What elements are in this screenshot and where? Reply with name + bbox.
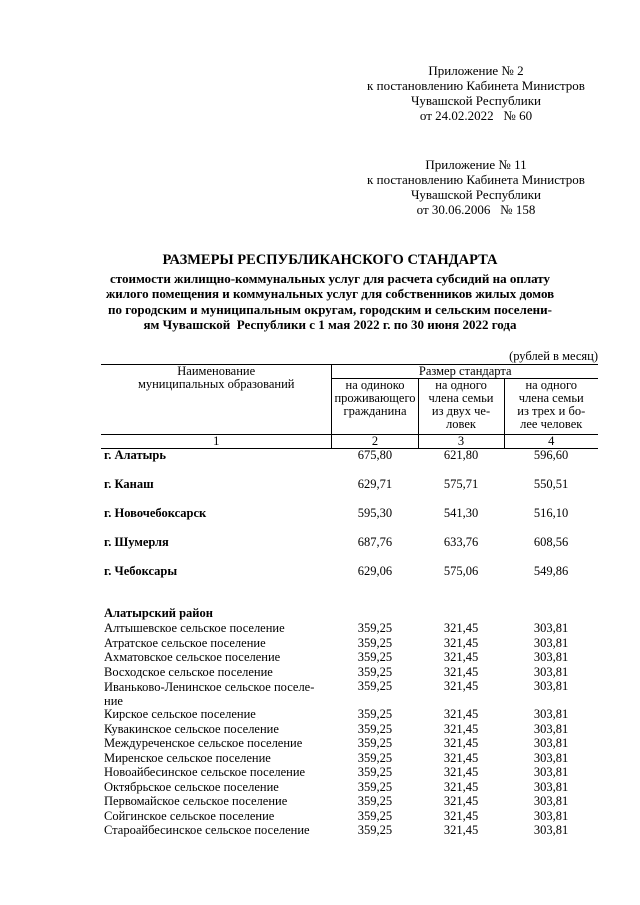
table-row: [101, 651, 598, 666]
district-name: Алатырский район: [104, 606, 213, 620]
header-text: из двух че-: [431, 404, 491, 418]
subtitle-line: по городским и муниципальным округам, городским и сельским поселени-: [108, 301, 552, 317]
settlement-name: Кувакинское сельское поселение: [104, 721, 279, 736]
appendix-date-number: от 24.02.2022 № 60: [419, 108, 533, 123]
table-row: [101, 637, 598, 652]
header-text: Наименование: [177, 364, 256, 378]
settlement-name: Миренское сельское поселение: [104, 750, 271, 765]
column-number: 3: [418, 435, 504, 449]
settlement-name: Кирское сельское поселение: [104, 707, 256, 721]
value-cell: 550,51: [533, 477, 569, 491]
value-cell: 321,45: [443, 721, 479, 736]
value-cell: 303,81: [533, 650, 569, 664]
document-subtitle: [100, 271, 560, 332]
table-row: [101, 766, 598, 781]
value-cell: 629,06: [357, 564, 393, 578]
value-cell: 303,81: [533, 664, 569, 679]
settlement-name: Первомайское сельское поселение: [104, 794, 288, 808]
value-cell: 359,25: [357, 721, 393, 736]
settlement-name: Восходское сельское поселение: [104, 664, 273, 679]
city-name: г. Алатырь: [104, 448, 166, 462]
value-cell: 359,25: [357, 736, 393, 750]
table-row: [101, 737, 598, 752]
value-cell: 359,25: [357, 823, 393, 837]
column-number: 4: [504, 435, 598, 449]
value-cell: 359,25: [357, 664, 393, 679]
value-cell: 303,81: [533, 823, 569, 837]
city-name: г. Шумерля: [104, 535, 169, 549]
appendix-2-block: [352, 63, 600, 123]
value-cell: 321,45: [443, 794, 479, 808]
table-row: [101, 622, 598, 637]
table-row: [101, 708, 598, 723]
value-cell: 303,81: [533, 621, 569, 635]
value-cell: 303,81: [533, 679, 569, 693]
value-cell: 541,30: [443, 506, 479, 520]
value-cell: 549,86: [533, 564, 569, 578]
settlement-name: Староайбесинское сельское поселение: [104, 823, 310, 837]
value-cell: 321,45: [443, 808, 479, 823]
table-row: [101, 752, 598, 767]
value-cell: 321,45: [443, 635, 479, 650]
city-name: г. Новочебоксарск: [104, 506, 207, 520]
value-cell: 596,60: [533, 448, 569, 462]
table-row: [101, 478, 598, 507]
value-cell: 303,81: [533, 779, 569, 794]
value-cell: 359,25: [357, 621, 393, 635]
settlement-name: Ахматовское сельское поселение: [104, 650, 281, 664]
value-cell: 675,80: [357, 448, 393, 462]
header-text: гражданина: [343, 404, 407, 418]
unit-note: (рублей в месяц): [509, 349, 598, 363]
value-cell: 321,45: [443, 765, 479, 779]
value-cell: 575,71: [443, 477, 479, 491]
subtitle-line: стоимости жилищно-коммунальных услуг для расчета субсидий на оплату: [110, 271, 550, 286]
value-cell: 359,25: [357, 707, 393, 721]
document-title: РАЗМЕРЫ РЕСПУБЛИКАНСКОГО СТАНДАРТА: [162, 252, 498, 268]
table-row: [101, 810, 598, 825]
header-text: муниципальных образований: [137, 377, 295, 391]
table-row: [101, 824, 598, 839]
value-cell: 516,10: [533, 506, 569, 520]
value-cell: 575,06: [443, 564, 479, 578]
appendix-date-number: от 30.06.2006 № 158: [416, 202, 536, 217]
value-cell: 687,76: [357, 535, 393, 549]
header-text: ловек: [446, 417, 476, 431]
settlement-name: Новоайбесинское сельское поселение: [104, 765, 306, 779]
value-cell: 321,45: [443, 707, 479, 721]
subtitle-line: жилого помещения и коммунальных услуг для собственников жилых домов: [105, 286, 555, 302]
appendix-reference: к постановлению Кабинета Министров: [367, 78, 585, 93]
value-cell: 303,81: [533, 765, 569, 779]
city-name: г. Чебоксары: [104, 564, 178, 578]
value-cell: 633,76: [443, 535, 479, 549]
value-cell: 321,45: [443, 650, 479, 664]
table-row: [101, 781, 598, 796]
value-cell: 303,81: [533, 794, 569, 808]
table-row: [101, 507, 598, 536]
header-text: члена семьи: [428, 391, 494, 405]
table-row: [101, 449, 598, 479]
header-text: из трех и бо-: [517, 404, 586, 418]
header-standard: Размер стандарта: [332, 365, 598, 379]
table-row: [101, 565, 598, 594]
appendix-11-block: [352, 157, 600, 217]
value-cell: 321,45: [443, 823, 479, 837]
value-cell: 321,45: [443, 664, 479, 679]
value-cell: 595,30: [357, 506, 393, 520]
value-cell: 321,45: [443, 779, 479, 794]
settlement-name: Сойгинское сельское поселение: [104, 808, 275, 823]
value-cell: 303,81: [533, 750, 569, 765]
standards-table: [101, 364, 598, 839]
settlement-name-line: ние: [104, 694, 123, 708]
value-cell: 359,25: [357, 794, 393, 808]
appendix-reference: к постановлению Кабинета Министров: [367, 172, 585, 187]
value-cell: 621,80: [443, 448, 479, 462]
subtitle-line: ям Чувашской Республики с 1 мая 2022 г. по 30 июня 2022 года: [143, 316, 517, 332]
value-cell: 359,25: [357, 779, 393, 794]
value-cell: 303,81: [533, 736, 569, 750]
column-number: 1: [101, 435, 332, 449]
settlement-name: Атратское сельское поселение: [104, 635, 266, 650]
column-number: 2: [332, 435, 418, 449]
appendix-republic: Чувашской Республики: [410, 93, 542, 108]
value-cell: 359,25: [357, 635, 393, 650]
value-cell: 321,45: [443, 736, 479, 750]
appendix-title: Приложение № 11: [425, 157, 527, 172]
header-family-of-two: [418, 379, 504, 435]
settlement-name: Алтышевское сельское поселение: [104, 621, 285, 635]
table-row: [101, 795, 598, 810]
value-cell: 321,45: [443, 621, 479, 635]
value-cell: 359,25: [357, 765, 393, 779]
value-cell: 303,81: [533, 635, 569, 650]
header-text: на одиноко: [345, 378, 405, 392]
header-text: члена семьи: [518, 391, 584, 405]
value-cell: 303,81: [533, 707, 569, 721]
settlement-name-line: Иваньково-Ленинское сельское поселе-: [104, 680, 315, 694]
settlement-name: Октябрьское сельское поселение: [104, 779, 279, 794]
value-cell: 359,25: [357, 808, 393, 823]
table-row: [101, 680, 598, 708]
settlement-name: Междуреченское сельское поселение: [104, 736, 303, 750]
value-cell: 629,71: [357, 477, 393, 491]
table-row: [101, 666, 598, 681]
appendix-republic: Чувашской Республики: [410, 187, 542, 202]
value-cell: 359,25: [357, 679, 393, 693]
value-cell: 303,81: [533, 721, 569, 736]
header-text: проживающего: [334, 391, 416, 405]
header-text: на одного: [525, 378, 578, 392]
district-row: [101, 594, 598, 622]
city-name: г. Канаш: [104, 477, 154, 491]
header-text: лее человек: [520, 417, 583, 431]
header-family-of-three: [504, 379, 598, 435]
header-name-column: [101, 365, 332, 435]
value-cell: 321,45: [443, 750, 479, 765]
value-cell: 303,81: [533, 808, 569, 823]
value-cell: 359,25: [357, 650, 393, 664]
table-row: [101, 723, 598, 738]
value-cell: 321,45: [443, 679, 479, 693]
appendix-title: Приложение № 2: [428, 63, 524, 78]
value-cell: 359,25: [357, 750, 393, 765]
header-text: на одного: [435, 378, 487, 392]
table-row: [101, 536, 598, 565]
value-cell: 608,56: [533, 535, 569, 549]
header-single-resident: [332, 379, 418, 435]
settlement-name: [101, 680, 332, 708]
